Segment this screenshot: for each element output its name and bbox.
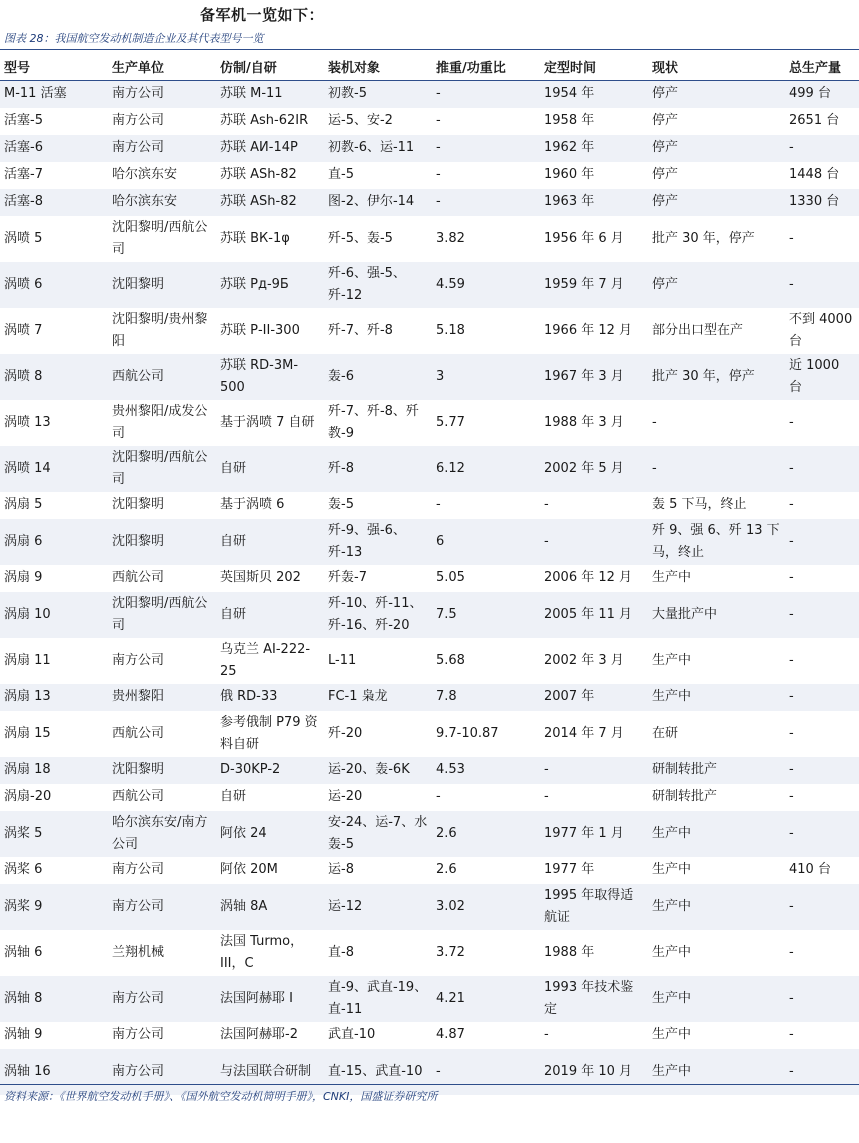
cell-thrust-ratio: 3.02: [432, 884, 540, 930]
cell-model: 涡喷 7: [0, 308, 108, 354]
cell-thrust-ratio: 3: [432, 354, 540, 400]
cell-origin: 苏联 Рд-9Б: [216, 262, 324, 308]
cell-origin: 法国阿赫耶-2: [216, 1022, 324, 1049]
cell-total: 不到 4000 台: [785, 308, 859, 354]
table-row: [0, 857, 859, 884]
header-status: 现状: [648, 52, 785, 81]
cell-status: 停产: [648, 262, 785, 308]
cell-aircraft: 初教-5: [324, 81, 432, 108]
cell-thrust-ratio: 2.6: [432, 811, 540, 857]
table-row: [0, 162, 859, 189]
cell-origin: 与法国联合研制: [216, 1049, 324, 1095]
cell-status: 批产 30 年，停产: [648, 354, 785, 400]
cell-aircraft: L-11: [324, 638, 432, 684]
cell-origin: 基于涡喷 6: [216, 492, 324, 519]
cell-total: -: [785, 592, 859, 638]
table-row: [0, 135, 859, 162]
cell-model: 活塞-8: [0, 189, 108, 216]
cell-total: -: [785, 262, 859, 308]
cell-certified: 2019 年 10 月: [540, 1049, 648, 1095]
cell-status: 生产中: [648, 811, 785, 857]
table-row: [0, 976, 859, 1022]
table-row: [0, 354, 859, 400]
cell-aircraft: 直-5: [324, 162, 432, 189]
cell-total: -: [785, 565, 859, 592]
header-row: [0, 52, 859, 81]
cell-model: 活塞-5: [0, 108, 108, 135]
cell-origin: 阿依 20M: [216, 857, 324, 884]
cell-aircraft: 轰-6: [324, 354, 432, 400]
table-row: [0, 784, 859, 811]
header-thrust-ratio: 推重/功重比: [432, 52, 540, 81]
cell-manufacturer: 西航公司: [108, 354, 216, 400]
cell-model: 涡轴 8: [0, 976, 108, 1022]
cell-certified: 1988 年: [540, 930, 648, 976]
cell-certified: -: [540, 757, 648, 784]
cell-thrust-ratio: 6.12: [432, 446, 540, 492]
cell-thrust-ratio: 6: [432, 519, 540, 565]
cell-model: 涡扇 13: [0, 684, 108, 711]
cell-certified: -: [540, 784, 648, 811]
cell-manufacturer: 南方公司: [108, 108, 216, 135]
cell-thrust-ratio: 5.05: [432, 565, 540, 592]
cell-thrust-ratio: -: [432, 108, 540, 135]
cell-model: 涡喷 8: [0, 354, 108, 400]
header-origin: 仿制/自研: [216, 52, 324, 81]
table-row: [0, 216, 859, 262]
cell-model: 涡轴 6: [0, 930, 108, 976]
cell-thrust-ratio: 7.8: [432, 684, 540, 711]
cell-model: 涡轴 9: [0, 1022, 108, 1049]
cell-thrust-ratio: -: [432, 162, 540, 189]
cell-aircraft: 歼-6、强-5、歼-12: [324, 262, 432, 308]
cell-total: 近 1000 台: [785, 354, 859, 400]
cell-aircraft: 歼-7、歼-8: [324, 308, 432, 354]
cell-total: -: [785, 216, 859, 262]
cell-status: 生产中: [648, 976, 785, 1022]
cell-manufacturer: 南方公司: [108, 81, 216, 108]
cell-thrust-ratio: -: [432, 492, 540, 519]
cell-certified: 1959 年 7 月: [540, 262, 648, 308]
cell-status: -: [648, 400, 785, 446]
cell-origin: 涡轴 8A: [216, 884, 324, 930]
cell-status: 生产中: [648, 1049, 785, 1095]
cell-certified: 1977 年 1 月: [540, 811, 648, 857]
cell-certified: 1966 年 12 月: [540, 308, 648, 354]
cell-thrust-ratio: 4.59: [432, 262, 540, 308]
cell-aircraft: 轰-5: [324, 492, 432, 519]
cell-origin: 苏联 Ash-62IR: [216, 108, 324, 135]
table-row: [0, 884, 859, 930]
cell-manufacturer: 南方公司: [108, 1049, 216, 1095]
cell-model: 涡喷 6: [0, 262, 108, 308]
cell-total: -: [785, 784, 859, 811]
cell-status: 歼 9、强 6、歼 13 下马，终止: [648, 519, 785, 565]
table-row: [0, 519, 859, 565]
cell-total: -: [785, 638, 859, 684]
cell-manufacturer: 南方公司: [108, 1022, 216, 1049]
cell-certified: 1993 年技术鉴定: [540, 976, 648, 1022]
cell-certified: 2002 年 3 月: [540, 638, 648, 684]
cell-model: 涡扇-20: [0, 784, 108, 811]
cell-total: -: [785, 976, 859, 1022]
engine-table: [0, 52, 859, 1095]
cell-aircraft: 武直-10: [324, 1022, 432, 1049]
cell-total: 499 台: [785, 81, 859, 108]
cell-certified: 1995 年取得适航证: [540, 884, 648, 930]
cell-thrust-ratio: 4.21: [432, 976, 540, 1022]
cell-manufacturer: 西航公司: [108, 711, 216, 757]
cell-model: 涡扇 6: [0, 519, 108, 565]
cell-manufacturer: 兰翔机械: [108, 930, 216, 976]
cell-aircraft: 运-12: [324, 884, 432, 930]
cell-manufacturer: 沈阳黎明/西航公司: [108, 216, 216, 262]
cell-manufacturer: 哈尔滨东安/南方公司: [108, 811, 216, 857]
cell-total: -: [785, 1022, 859, 1049]
table-row: [0, 492, 859, 519]
cell-total: -: [785, 519, 859, 565]
cell-aircraft: 安-24、运-7、水轰-5: [324, 811, 432, 857]
table-row: [0, 1022, 859, 1049]
cell-status: 生产中: [648, 684, 785, 711]
cell-certified: 2014 年 7 月: [540, 711, 648, 757]
cell-total: -: [785, 811, 859, 857]
cell-status: 生产中: [648, 638, 785, 684]
cell-certified: 1960 年: [540, 162, 648, 189]
cell-status: 在研: [648, 711, 785, 757]
cell-origin: 苏联 АИ-14Р: [216, 135, 324, 162]
table-row: [0, 262, 859, 308]
cell-aircraft: 歼-10、歼-11、歼-16、歼-20: [324, 592, 432, 638]
source-note: 资料来源：《世界航空发动机手册》、《国外航空发动机简明手册》，CNKI，国盛证券研究所: [4, 1090, 438, 1103]
table-row: [0, 930, 859, 976]
cell-origin: 乌克兰 AI-222-25: [216, 638, 324, 684]
cell-thrust-ratio: -: [432, 81, 540, 108]
cell-thrust-ratio: 5.68: [432, 638, 540, 684]
cell-thrust-ratio: 5.18: [432, 308, 540, 354]
cell-origin: 苏联 Р-II-300: [216, 308, 324, 354]
cell-model: 涡扇 11: [0, 638, 108, 684]
cell-total: 1448 台: [785, 162, 859, 189]
cell-origin: D-30KP-2: [216, 757, 324, 784]
intro-text: 备军机一览如下：: [200, 6, 325, 24]
cell-status: 研制转批产: [648, 784, 785, 811]
cell-manufacturer: 哈尔滨东安: [108, 162, 216, 189]
cell-manufacturer: 沈阳黎明: [108, 519, 216, 565]
cell-thrust-ratio: -: [432, 784, 540, 811]
cell-manufacturer: 贵州黎阳/成发公司: [108, 400, 216, 446]
cell-origin: 法国阿赫耶 I: [216, 976, 324, 1022]
cell-origin: 自研: [216, 592, 324, 638]
table-row: [0, 81, 859, 108]
cell-thrust-ratio: 2.6: [432, 857, 540, 884]
table-row: [0, 811, 859, 857]
cell-manufacturer: 沈阳黎明/西航公司: [108, 446, 216, 492]
cell-manufacturer: 西航公司: [108, 565, 216, 592]
cell-certified: 1963 年: [540, 189, 648, 216]
cell-total: -: [785, 446, 859, 492]
cell-thrust-ratio: 7.5: [432, 592, 540, 638]
cell-aircraft: 直-15、武直-10: [324, 1049, 432, 1095]
cell-model: 涡喷 13: [0, 400, 108, 446]
cell-status: 生产中: [648, 857, 785, 884]
cell-origin: 苏联 ASh-82: [216, 189, 324, 216]
cell-status: 停产: [648, 108, 785, 135]
cell-model: 涡扇 9: [0, 565, 108, 592]
cell-model: 涡桨 5: [0, 811, 108, 857]
cell-origin: 自研: [216, 446, 324, 492]
cell-status: 批产 30 年，停产: [648, 216, 785, 262]
header-total: 总生产量: [785, 52, 859, 81]
cell-aircraft: 图-2、伊尔-14: [324, 189, 432, 216]
header-certified: 定型时间: [540, 52, 648, 81]
cell-model: 涡扇 10: [0, 592, 108, 638]
table-row: [0, 565, 859, 592]
cell-origin: 英国斯贝 202: [216, 565, 324, 592]
cell-aircraft: 歼-9、强-6、歼-13: [324, 519, 432, 565]
cell-model: 活塞-6: [0, 135, 108, 162]
cell-certified: 1958 年: [540, 108, 648, 135]
cell-status: 生产中: [648, 884, 785, 930]
cell-manufacturer: 南方公司: [108, 884, 216, 930]
cell-status: -: [648, 446, 785, 492]
table-row: [0, 592, 859, 638]
cell-thrust-ratio: -: [432, 189, 540, 216]
cell-origin: 苏联 ASh-82: [216, 162, 324, 189]
top-rule: [0, 49, 859, 50]
cell-aircraft: 歼-20: [324, 711, 432, 757]
cell-manufacturer: 沈阳黎明/贵州黎阳: [108, 308, 216, 354]
cell-model: 活塞-7: [0, 162, 108, 189]
cell-aircraft: 歼轰-7: [324, 565, 432, 592]
cell-certified: -: [540, 492, 648, 519]
cell-status: 生产中: [648, 1022, 785, 1049]
cell-model: 涡扇 5: [0, 492, 108, 519]
cell-total: -: [785, 930, 859, 976]
cell-model: 涡喷 14: [0, 446, 108, 492]
cell-certified: 1967 年 3 月: [540, 354, 648, 400]
cell-certified: 2002 年 5 月: [540, 446, 648, 492]
table-row: [0, 108, 859, 135]
table-row: [0, 308, 859, 354]
cell-total: -: [785, 492, 859, 519]
cell-origin: 自研: [216, 784, 324, 811]
cell-total: 2651 台: [785, 108, 859, 135]
cell-aircraft: 直-8: [324, 930, 432, 976]
cell-origin: 参考俄制 P79 资料自研: [216, 711, 324, 757]
cell-thrust-ratio: 9.7-10.87: [432, 711, 540, 757]
cell-status: 部分出口型在产: [648, 308, 785, 354]
bottom-rule: [0, 1084, 859, 1085]
cell-manufacturer: 南方公司: [108, 135, 216, 162]
cell-total: -: [785, 757, 859, 784]
cell-aircraft: 运-20、轰-6K: [324, 757, 432, 784]
cell-status: 停产: [648, 135, 785, 162]
cell-certified: 1962 年: [540, 135, 648, 162]
cell-aircraft: 歼-5、轰-5: [324, 216, 432, 262]
cell-origin: 基于涡喷 7 自研: [216, 400, 324, 446]
cell-model: 涡桨 6: [0, 857, 108, 884]
cell-model: 涡扇 18: [0, 757, 108, 784]
cell-thrust-ratio: -: [432, 1049, 540, 1095]
cell-thrust-ratio: -: [432, 135, 540, 162]
cell-manufacturer: 哈尔滨东安: [108, 189, 216, 216]
cell-model: 涡桨 9: [0, 884, 108, 930]
cell-total: -: [785, 684, 859, 711]
cell-aircraft: 运-20: [324, 784, 432, 811]
header-manufacturer: 生产单位: [108, 52, 216, 81]
table-caption: 图表 28：我国航空发动机制造企业及其代表型号一览: [4, 32, 264, 45]
cell-thrust-ratio: 3.82: [432, 216, 540, 262]
cell-model: M-11 活塞: [0, 81, 108, 108]
cell-thrust-ratio: 4.53: [432, 757, 540, 784]
table-row: [0, 684, 859, 711]
cell-manufacturer: 沈阳黎明: [108, 492, 216, 519]
cell-origin: 苏联 RD-3M-500: [216, 354, 324, 400]
cell-origin: 苏联 M-11: [216, 81, 324, 108]
table-row: [0, 638, 859, 684]
cell-certified: 1956 年 6 月: [540, 216, 648, 262]
cell-thrust-ratio: 3.72: [432, 930, 540, 976]
cell-status: 停产: [648, 189, 785, 216]
cell-aircraft: 运-8: [324, 857, 432, 884]
table-row: [0, 711, 859, 757]
cell-manufacturer: 南方公司: [108, 638, 216, 684]
table-row: [0, 757, 859, 784]
cell-origin: 自研: [216, 519, 324, 565]
table-row: [0, 446, 859, 492]
cell-certified: 2005 年 11 月: [540, 592, 648, 638]
cell-model: 涡扇 15: [0, 711, 108, 757]
cell-certified: 2006 年 12 月: [540, 565, 648, 592]
cell-manufacturer: 西航公司: [108, 784, 216, 811]
cell-status: 研制转批产: [648, 757, 785, 784]
cell-aircraft: 歼-8: [324, 446, 432, 492]
cell-thrust-ratio: 5.77: [432, 400, 540, 446]
cell-thrust-ratio: 4.87: [432, 1022, 540, 1049]
cell-origin: 俄 RD-33: [216, 684, 324, 711]
cell-status: 停产: [648, 81, 785, 108]
cell-status: 停产: [648, 162, 785, 189]
cell-certified: -: [540, 1022, 648, 1049]
cell-manufacturer: 沈阳黎明: [108, 262, 216, 308]
cell-certified: 1977 年: [540, 857, 648, 884]
cell-manufacturer: 沈阳黎明/西航公司: [108, 592, 216, 638]
cell-aircraft: 直-9、武直-19、直-11: [324, 976, 432, 1022]
cell-origin: 苏联 ВК-1φ: [216, 216, 324, 262]
cell-aircraft: 初教-6、运-11: [324, 135, 432, 162]
cell-certified: 2007 年: [540, 684, 648, 711]
cell-total: -: [785, 884, 859, 930]
cell-total: -: [785, 400, 859, 446]
cell-status: 轰 5 下马，终止: [648, 492, 785, 519]
cell-manufacturer: 沈阳黎明: [108, 757, 216, 784]
cell-model: 涡喷 5: [0, 216, 108, 262]
cell-aircraft: 运-5、安-2: [324, 108, 432, 135]
cell-manufacturer: 南方公司: [108, 976, 216, 1022]
cell-origin: 法国 Turmo，III，C: [216, 930, 324, 976]
cell-status: 生产中: [648, 930, 785, 976]
cell-total: 1330 台: [785, 189, 859, 216]
cell-total: 410 台: [785, 857, 859, 884]
cell-total: -: [785, 135, 859, 162]
cell-status: 大量批产中: [648, 592, 785, 638]
table-row: [0, 400, 859, 446]
cell-manufacturer: 南方公司: [108, 857, 216, 884]
cell-manufacturer: 贵州黎阳: [108, 684, 216, 711]
cell-total: -: [785, 711, 859, 757]
cell-total: -: [785, 1049, 859, 1095]
cell-origin: 阿依 24: [216, 811, 324, 857]
cell-certified: -: [540, 519, 648, 565]
cell-status: 生产中: [648, 565, 785, 592]
cell-aircraft: 歼-7、歼-8、歼教-9: [324, 400, 432, 446]
cell-certified: 1988 年 3 月: [540, 400, 648, 446]
header-aircraft: 装机对象: [324, 52, 432, 81]
cell-certified: 1954 年: [540, 81, 648, 108]
table-row: [0, 189, 859, 216]
cell-aircraft: FC-1 枭龙: [324, 684, 432, 711]
cell-model: 涡轴 16: [0, 1049, 108, 1095]
header-model: 型号: [0, 52, 108, 81]
